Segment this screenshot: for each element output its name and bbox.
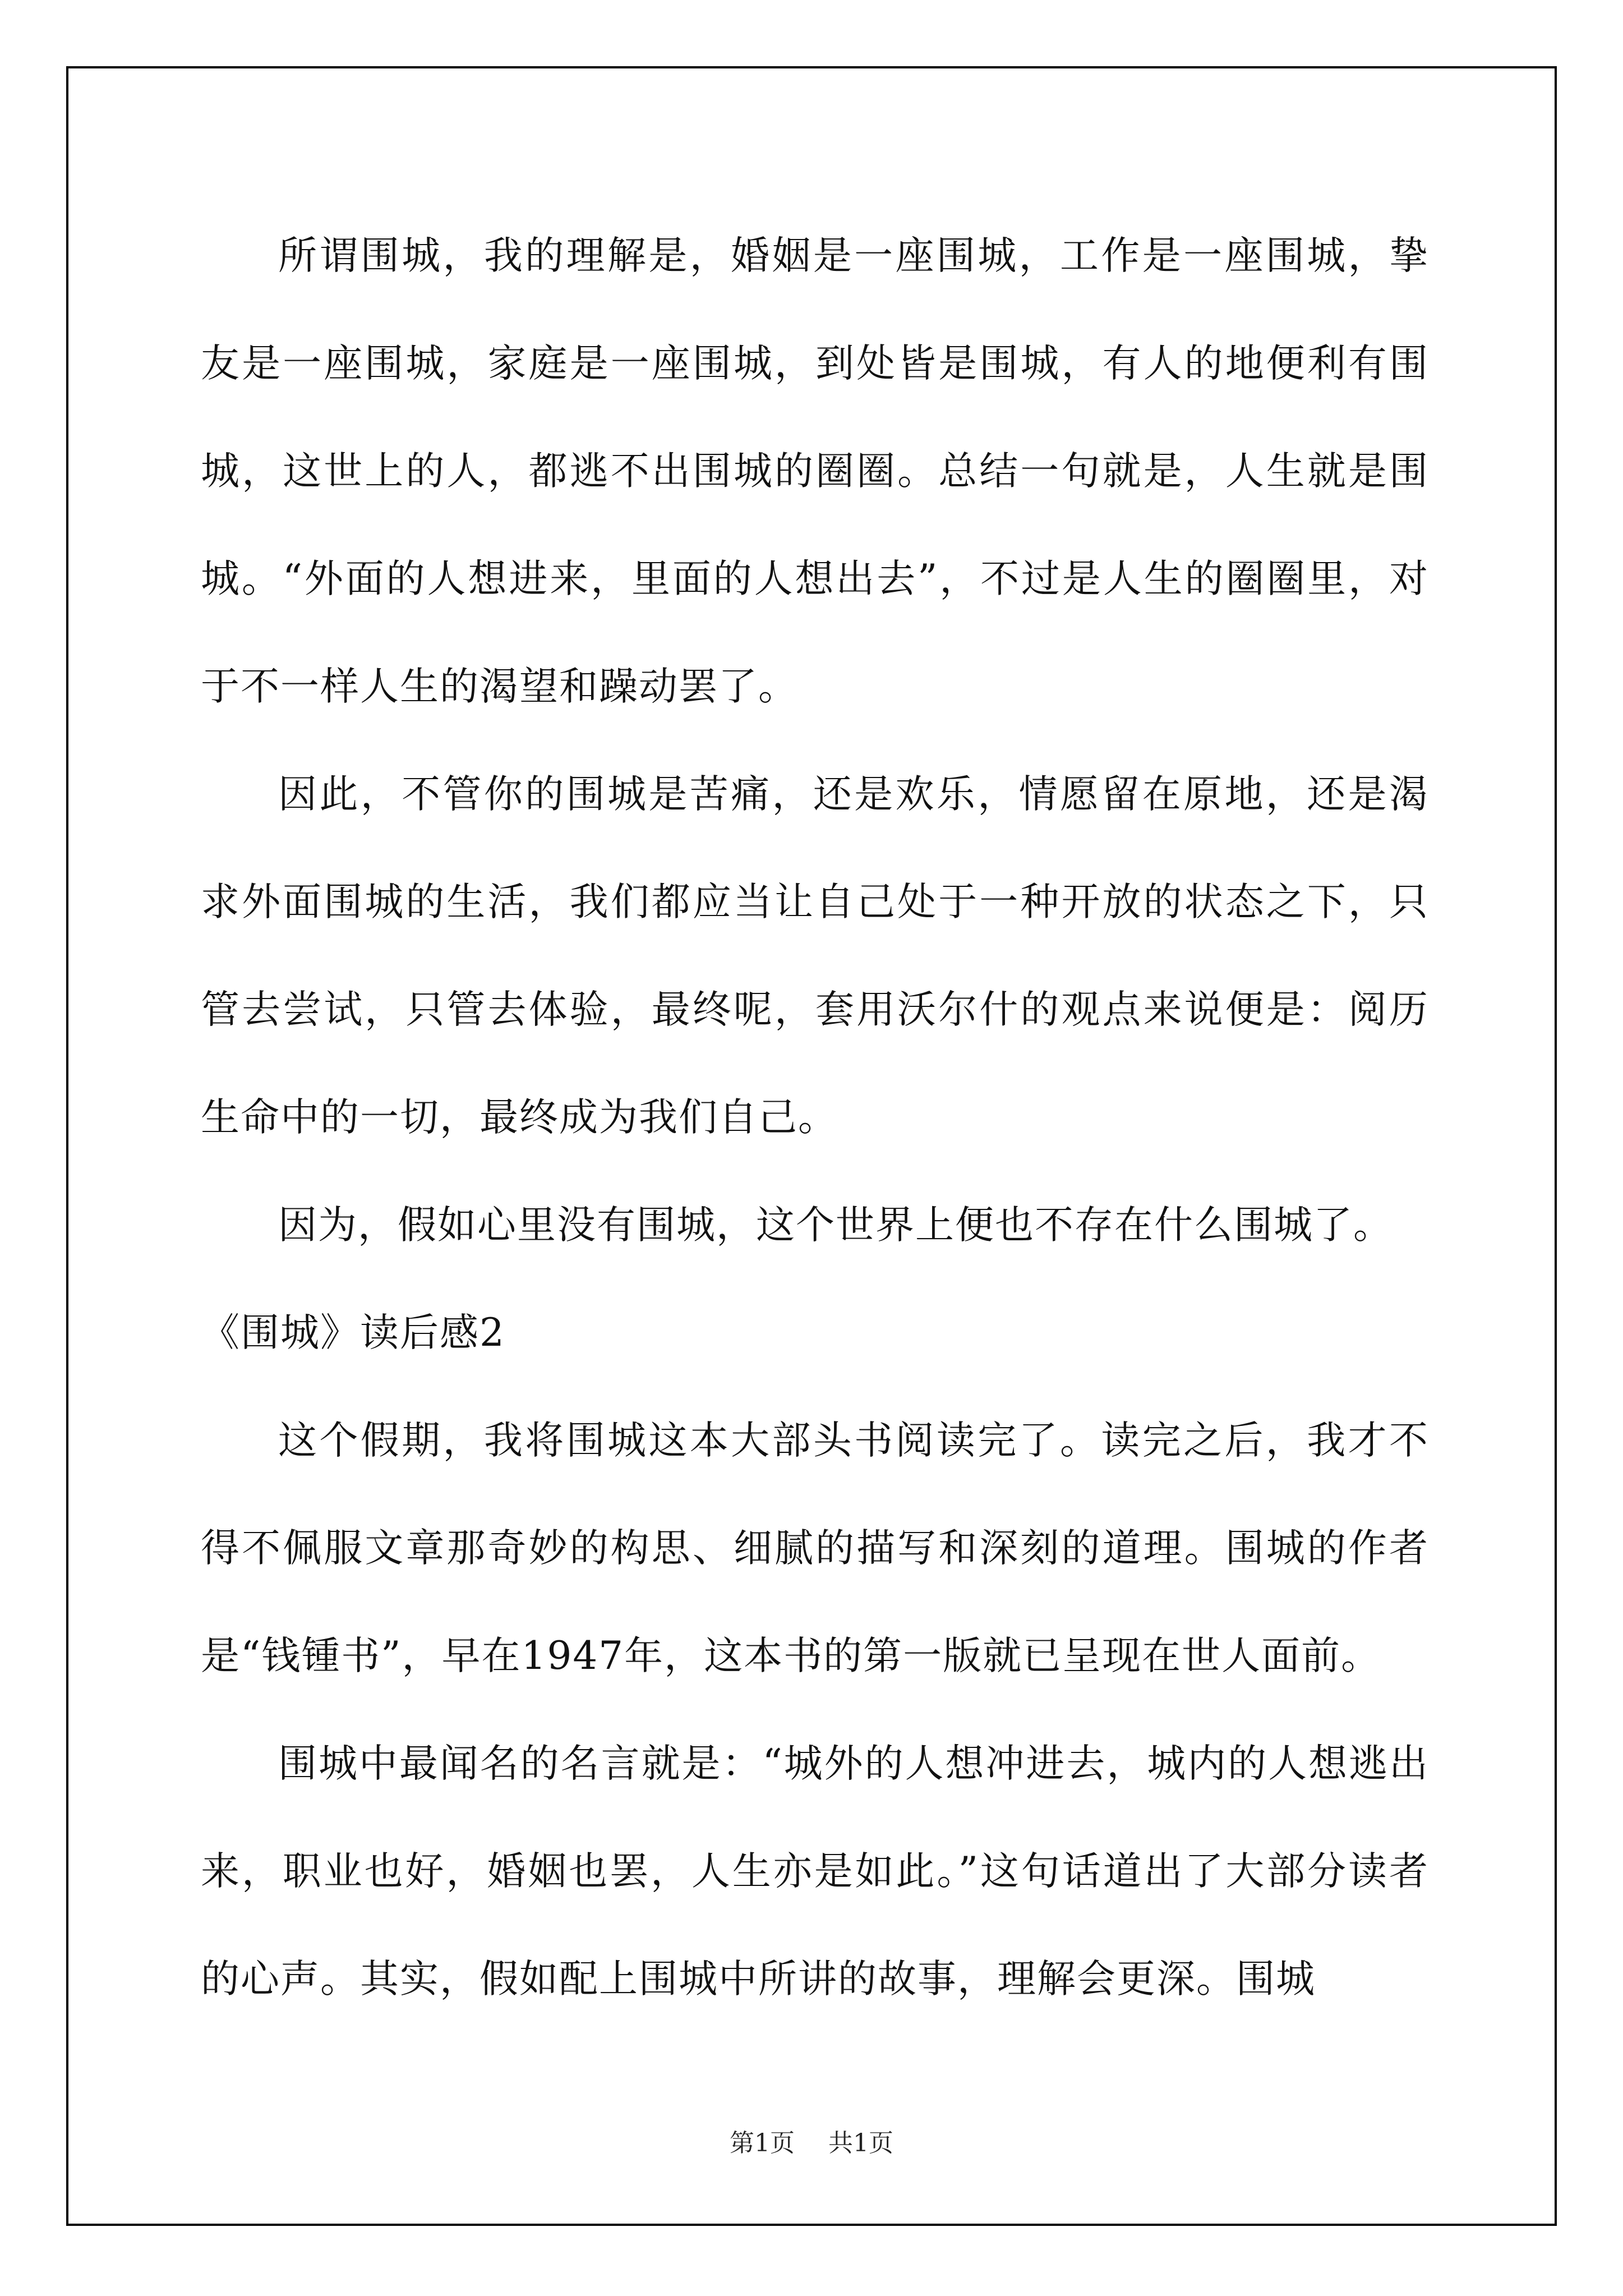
paragraph-1: 所谓围城，我的理解是，婚姻是一座围城，工作是一座围城，挚友是一座围城，家庭是一座围城，到处皆是围城，有人的地便利有围城，这世上的人，都逃不出围城的圈圈。总结一句就是，人生就是围城。“外面的人想进来，里面的人想出去”，不过是人生的圈圈里，对于不一样人生的渴望和躁动罢了。 — [201, 233, 1429, 709]
paragraph-3: 因为，假如心里没有围城，这个世界上便也不存在什么围城了。 — [278, 1203, 1393, 1248]
paragraph-5: 围城中最闻名的名言就是：“城外的人想冲进去，城内的人想逃出来，职业也好，婚姻也罢，人生亦是如此。”这句话道出了大部分读者的心声。其实，假如配上围城中所讲的故事，理解会更深。围城 — [201, 1741, 1429, 2001]
paragraph-4: 这个假期，我将围城这本大部头书阅读完了。读完之后，我才不得不佩服文章那奇妙的构思、细腻的描写和深刻的道理。围城的作者是“钱锺书”，早在1947年，这本书的第一版就已呈现在世人面前。 — [201, 1418, 1429, 1678]
document-body — [201, 202, 1429, 2033]
paragraph-2: 因此，不管你的围城是苦痛，还是欢乐，情愿留在原地，还是渴求外面围城的生活，我们都应当让自己处于一种开放的状态之下，只管去尝试，只管去体验，最终呢，套用沃尔什的观点来说便是：阅历生命中的一切，最终成为我们自己。 — [201, 772, 1429, 1140]
page-total: 共1页 — [828, 2129, 893, 2157]
page-number: 第1页 — [730, 2129, 795, 2157]
page-footer — [0, 2123, 1623, 2159]
section-heading: 《围城》读后感2 — [201, 1310, 505, 1355]
